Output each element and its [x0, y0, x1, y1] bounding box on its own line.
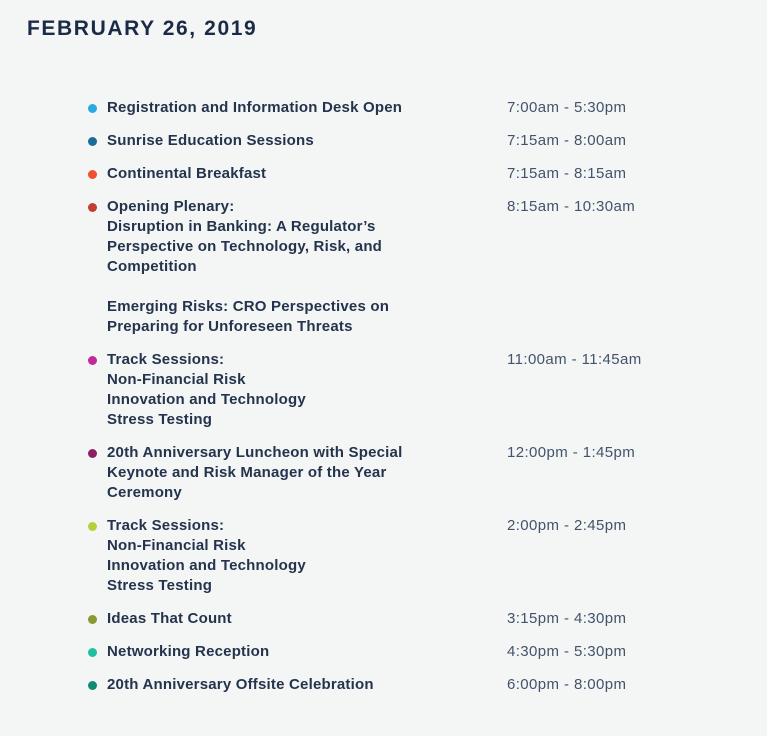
- schedule-row: [27, 131, 767, 151]
- session-title-line: Stress Testing: [107, 411, 213, 428]
- session-title: [107, 516, 507, 596]
- session-title-line: Stress Testing: [107, 577, 213, 594]
- session-title: [107, 675, 507, 695]
- session-title-line: Innovation and Technology: [107, 557, 306, 574]
- session-title-line: Non-Financial Risk: [107, 371, 246, 388]
- session-time: 4:30pm - 5:30pm: [507, 643, 627, 660]
- bullet-icon: [88, 356, 97, 365]
- session-title: [107, 443, 507, 503]
- session-time: 7:15am - 8:00am: [507, 132, 627, 149]
- schedule-row: [27, 609, 767, 629]
- bullet-icon: [88, 681, 97, 690]
- schedule-row: [27, 443, 767, 503]
- bullet-icon: [88, 137, 97, 146]
- session-title: [107, 98, 507, 118]
- schedule-row: [27, 350, 767, 430]
- bullet-icon: [88, 615, 97, 624]
- session-time: 8:15am - 10:30am: [507, 198, 636, 215]
- session-title-line: Track Sessions:: [107, 351, 225, 368]
- session-time: 11:00am - 11:45am: [507, 351, 642, 368]
- session-title-line: Ideas That Count: [107, 610, 232, 627]
- schedule-row: [27, 675, 767, 695]
- session-title-line: 20th Anniversary Luncheon with Special: [107, 444, 403, 461]
- session-title-line: Continental Breakfast: [107, 165, 267, 182]
- bullet-icon: [88, 104, 97, 113]
- schedule-row: [27, 516, 767, 596]
- session-title-line: Disruption in Banking: A Regulator’s: [107, 218, 376, 235]
- session-title-line: Keynote and Risk Manager of the Year: [107, 464, 387, 481]
- session-title-line: Competition: [107, 258, 197, 275]
- session-title-line: Ceremony: [107, 484, 182, 501]
- page-title: FEBRUARY 26, 2019: [27, 17, 258, 40]
- session-title: [107, 350, 507, 430]
- schedule-list: [27, 98, 767, 695]
- schedule-row: [27, 197, 767, 337]
- session-time: 3:15pm - 4:30pm: [507, 610, 627, 627]
- session-title-line: Preparing for Unforeseen Threats: [107, 318, 353, 335]
- session-title: [107, 164, 507, 184]
- schedule-row: [27, 98, 767, 118]
- session-title: [107, 642, 507, 662]
- session-title: [107, 197, 507, 337]
- session-title-line: Non-Financial Risk: [107, 537, 246, 554]
- bullet-icon: [88, 449, 97, 458]
- schedule-row: [27, 164, 767, 184]
- session-title-line: Opening Plenary:: [107, 198, 235, 215]
- bullet-icon: [88, 170, 97, 179]
- session-title-line: Emerging Risks: CRO Perspectives on: [107, 298, 390, 315]
- session-time: 7:15am - 8:15am: [507, 165, 627, 182]
- session-title-line: [107, 277, 507, 297]
- session-title: [107, 609, 507, 629]
- session-title-line: Sunrise Education Sessions: [107, 132, 314, 149]
- session-title: [107, 131, 507, 151]
- session-time: 12:00pm - 1:45pm: [507, 444, 636, 461]
- session-title-line: 20th Anniversary Offsite Celebration: [107, 676, 374, 693]
- bullet-icon: [88, 648, 97, 657]
- session-time: 7:00am - 5:30pm: [507, 99, 627, 116]
- session-title-line: Networking Reception: [107, 643, 270, 660]
- session-title-line: Innovation and Technology: [107, 391, 306, 408]
- session-title-line: Track Sessions:: [107, 517, 225, 534]
- schedule-row: [27, 642, 767, 662]
- session-time: 6:00pm - 8:00pm: [507, 676, 627, 693]
- bullet-icon: [88, 522, 97, 531]
- session-time: 2:00pm - 2:45pm: [507, 517, 627, 534]
- session-title-line: Perspective on Technology, Risk, and: [107, 238, 383, 255]
- session-title-line: Registration and Information Desk Open: [107, 99, 403, 116]
- bullet-icon: [88, 203, 97, 212]
